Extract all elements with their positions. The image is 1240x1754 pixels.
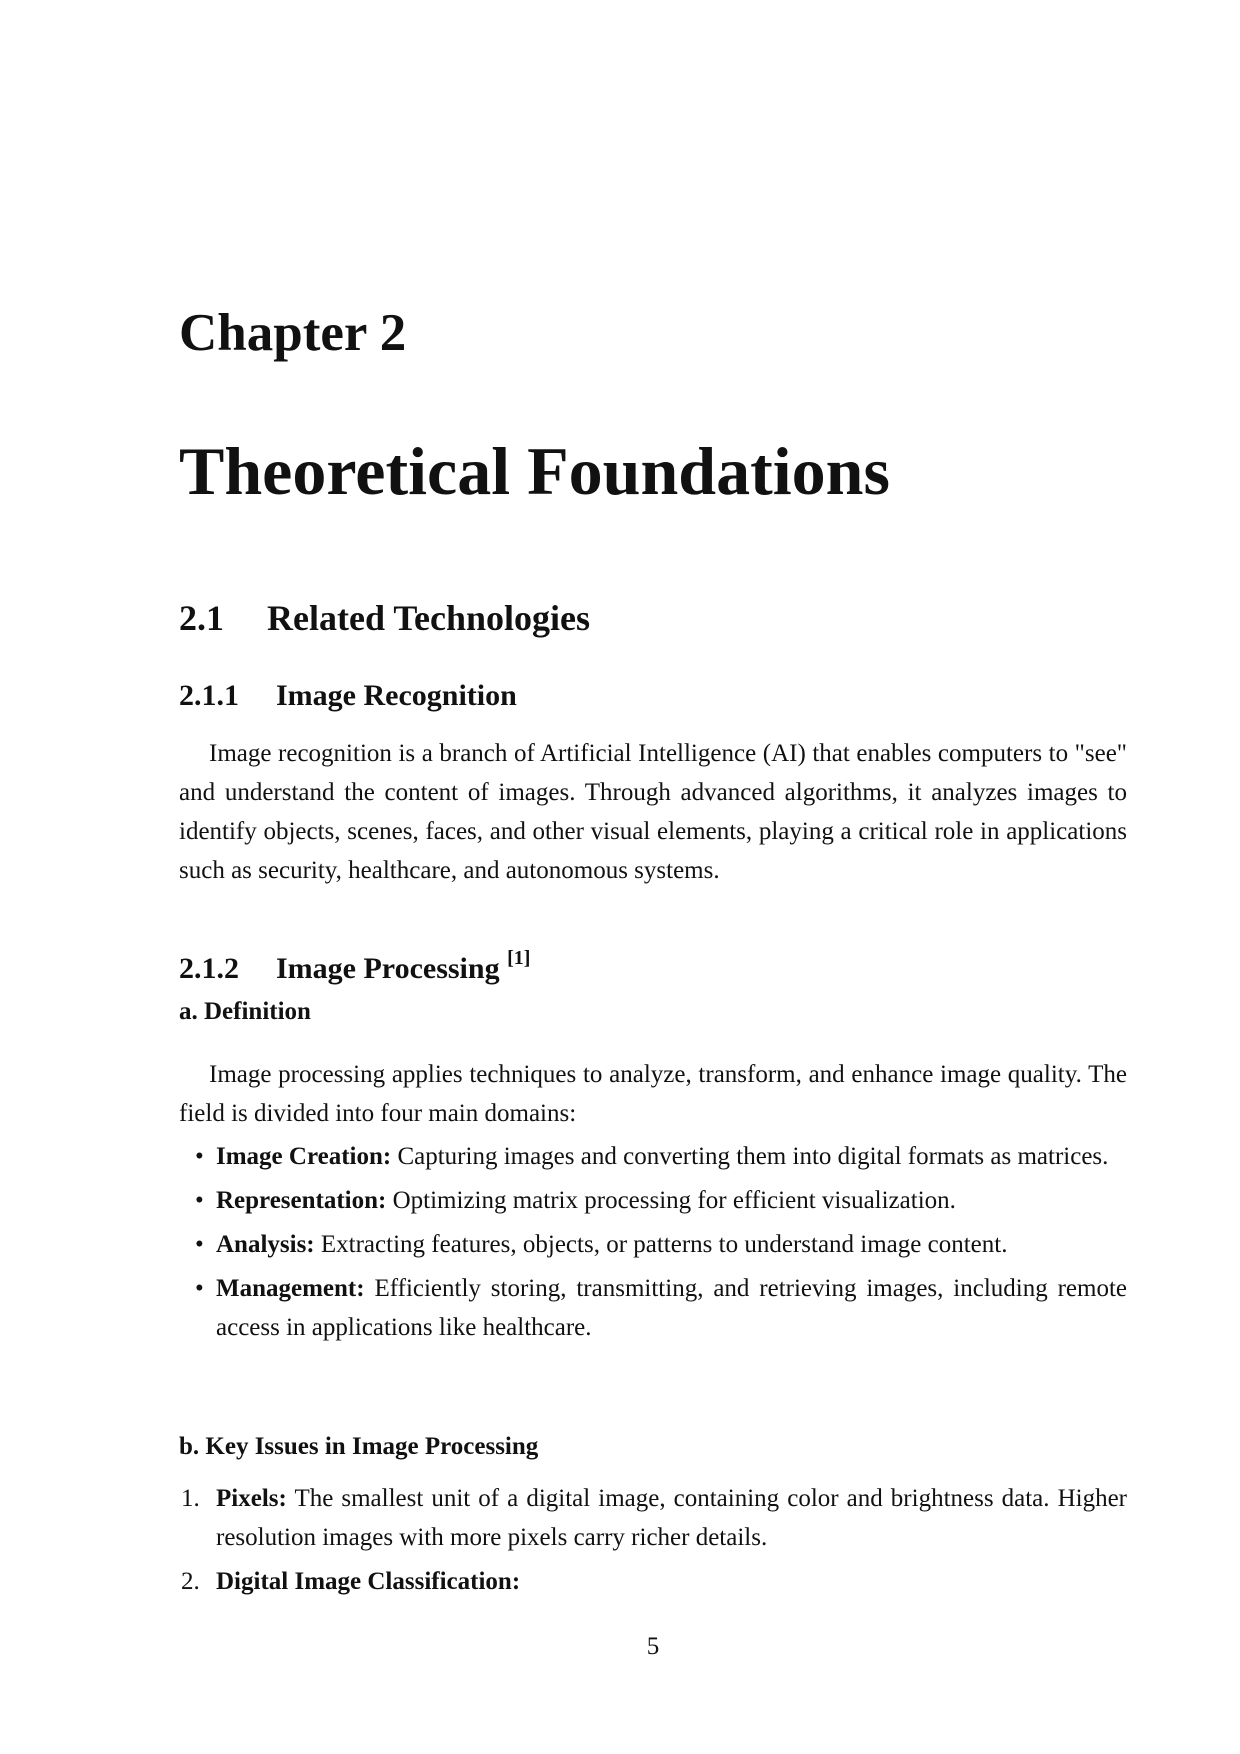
list-item-term: Management: — [216, 1275, 365, 1302]
list-item-term: Representation: — [216, 1187, 387, 1214]
list-item — [179, 1137, 1127, 1176]
section-number: 2.1 — [179, 598, 224, 638]
list-item-term: Analysis: — [216, 1231, 315, 1258]
subsection-number: 2.1.2 — [179, 952, 239, 985]
subsection-heading-2-1-2 — [179, 940, 530, 987]
list-item-text: Efficiently storing, transmitting, and retrieving images, including remote access in applications like healthcare. — [216, 1275, 1128, 1341]
list-item — [179, 1479, 1127, 1557]
bullet-marker: • — [195, 1275, 204, 1302]
page-number: 5 — [646, 1633, 660, 1660]
list-item — [179, 1181, 1127, 1220]
chapter-label: Chapter 2 — [179, 304, 407, 362]
subsection-title: Image Recognition — [276, 679, 517, 712]
list-item-text: Optimizing matrix processing for efficient visualization. — [392, 1187, 956, 1214]
document-page — [179, 0, 1127, 1754]
list-item-term: Digital Image Classification: — [216, 1568, 521, 1595]
subsection-title: Image Processing — [276, 952, 500, 985]
list-item-text: The smallest unit of a digital image, containing color and brightness data. Higher resolution images with more pixels carry richer details. — [216, 1485, 1127, 1551]
key-issues-heading: b. Key Issues in Image Processing — [179, 1433, 539, 1460]
image-recognition-paragraph: Image recognition is a branch of Artificial Intelligence (AI) that enables computers to "see" and understand the content of images. Through advanced algorithms, it analyzes images to identify objects, scenes, faces, and other visual elements, playing a critical role in applications such as security, healthcare, and autonomous systems. — [179, 740, 1127, 884]
domains-bullet-list — [179, 1137, 1127, 1352]
list-item — [179, 1269, 1127, 1347]
chapter-title: Theoretical Foundations — [179, 433, 890, 509]
list-item-text: Capturing images and converting them into digital formats as matrices. — [397, 1143, 1109, 1170]
subsection-number: 2.1.1 — [179, 679, 239, 712]
bullet-marker: • — [195, 1231, 204, 1258]
subsection-heading-2-1-1 — [179, 678, 517, 714]
list-item — [179, 1225, 1127, 1264]
list-item-term: Pixels: — [216, 1485, 287, 1512]
list-item — [179, 1562, 1127, 1601]
section-title: Related Technologies — [267, 598, 591, 638]
bullet-marker: • — [195, 1143, 204, 1170]
bullet-marker: • — [195, 1187, 204, 1214]
list-number: 2. — [181, 1568, 200, 1595]
list-item-text: Extracting features, objects, or patterns to understand image content. — [320, 1231, 1008, 1258]
definition-heading: a. Definition — [179, 998, 311, 1025]
definition-paragraph: Image processing applies techniques to analyze, transform, and enhance image quality. The field is divided into four main domains: — [179, 1061, 1127, 1127]
key-issues-numbered-list — [179, 1479, 1127, 1606]
list-number: 1. — [181, 1485, 200, 1512]
list-item-term: Image Creation: — [216, 1143, 392, 1170]
section-heading-2-1 — [179, 596, 590, 640]
citation-link[interactable]: [1] — [507, 947, 531, 969]
